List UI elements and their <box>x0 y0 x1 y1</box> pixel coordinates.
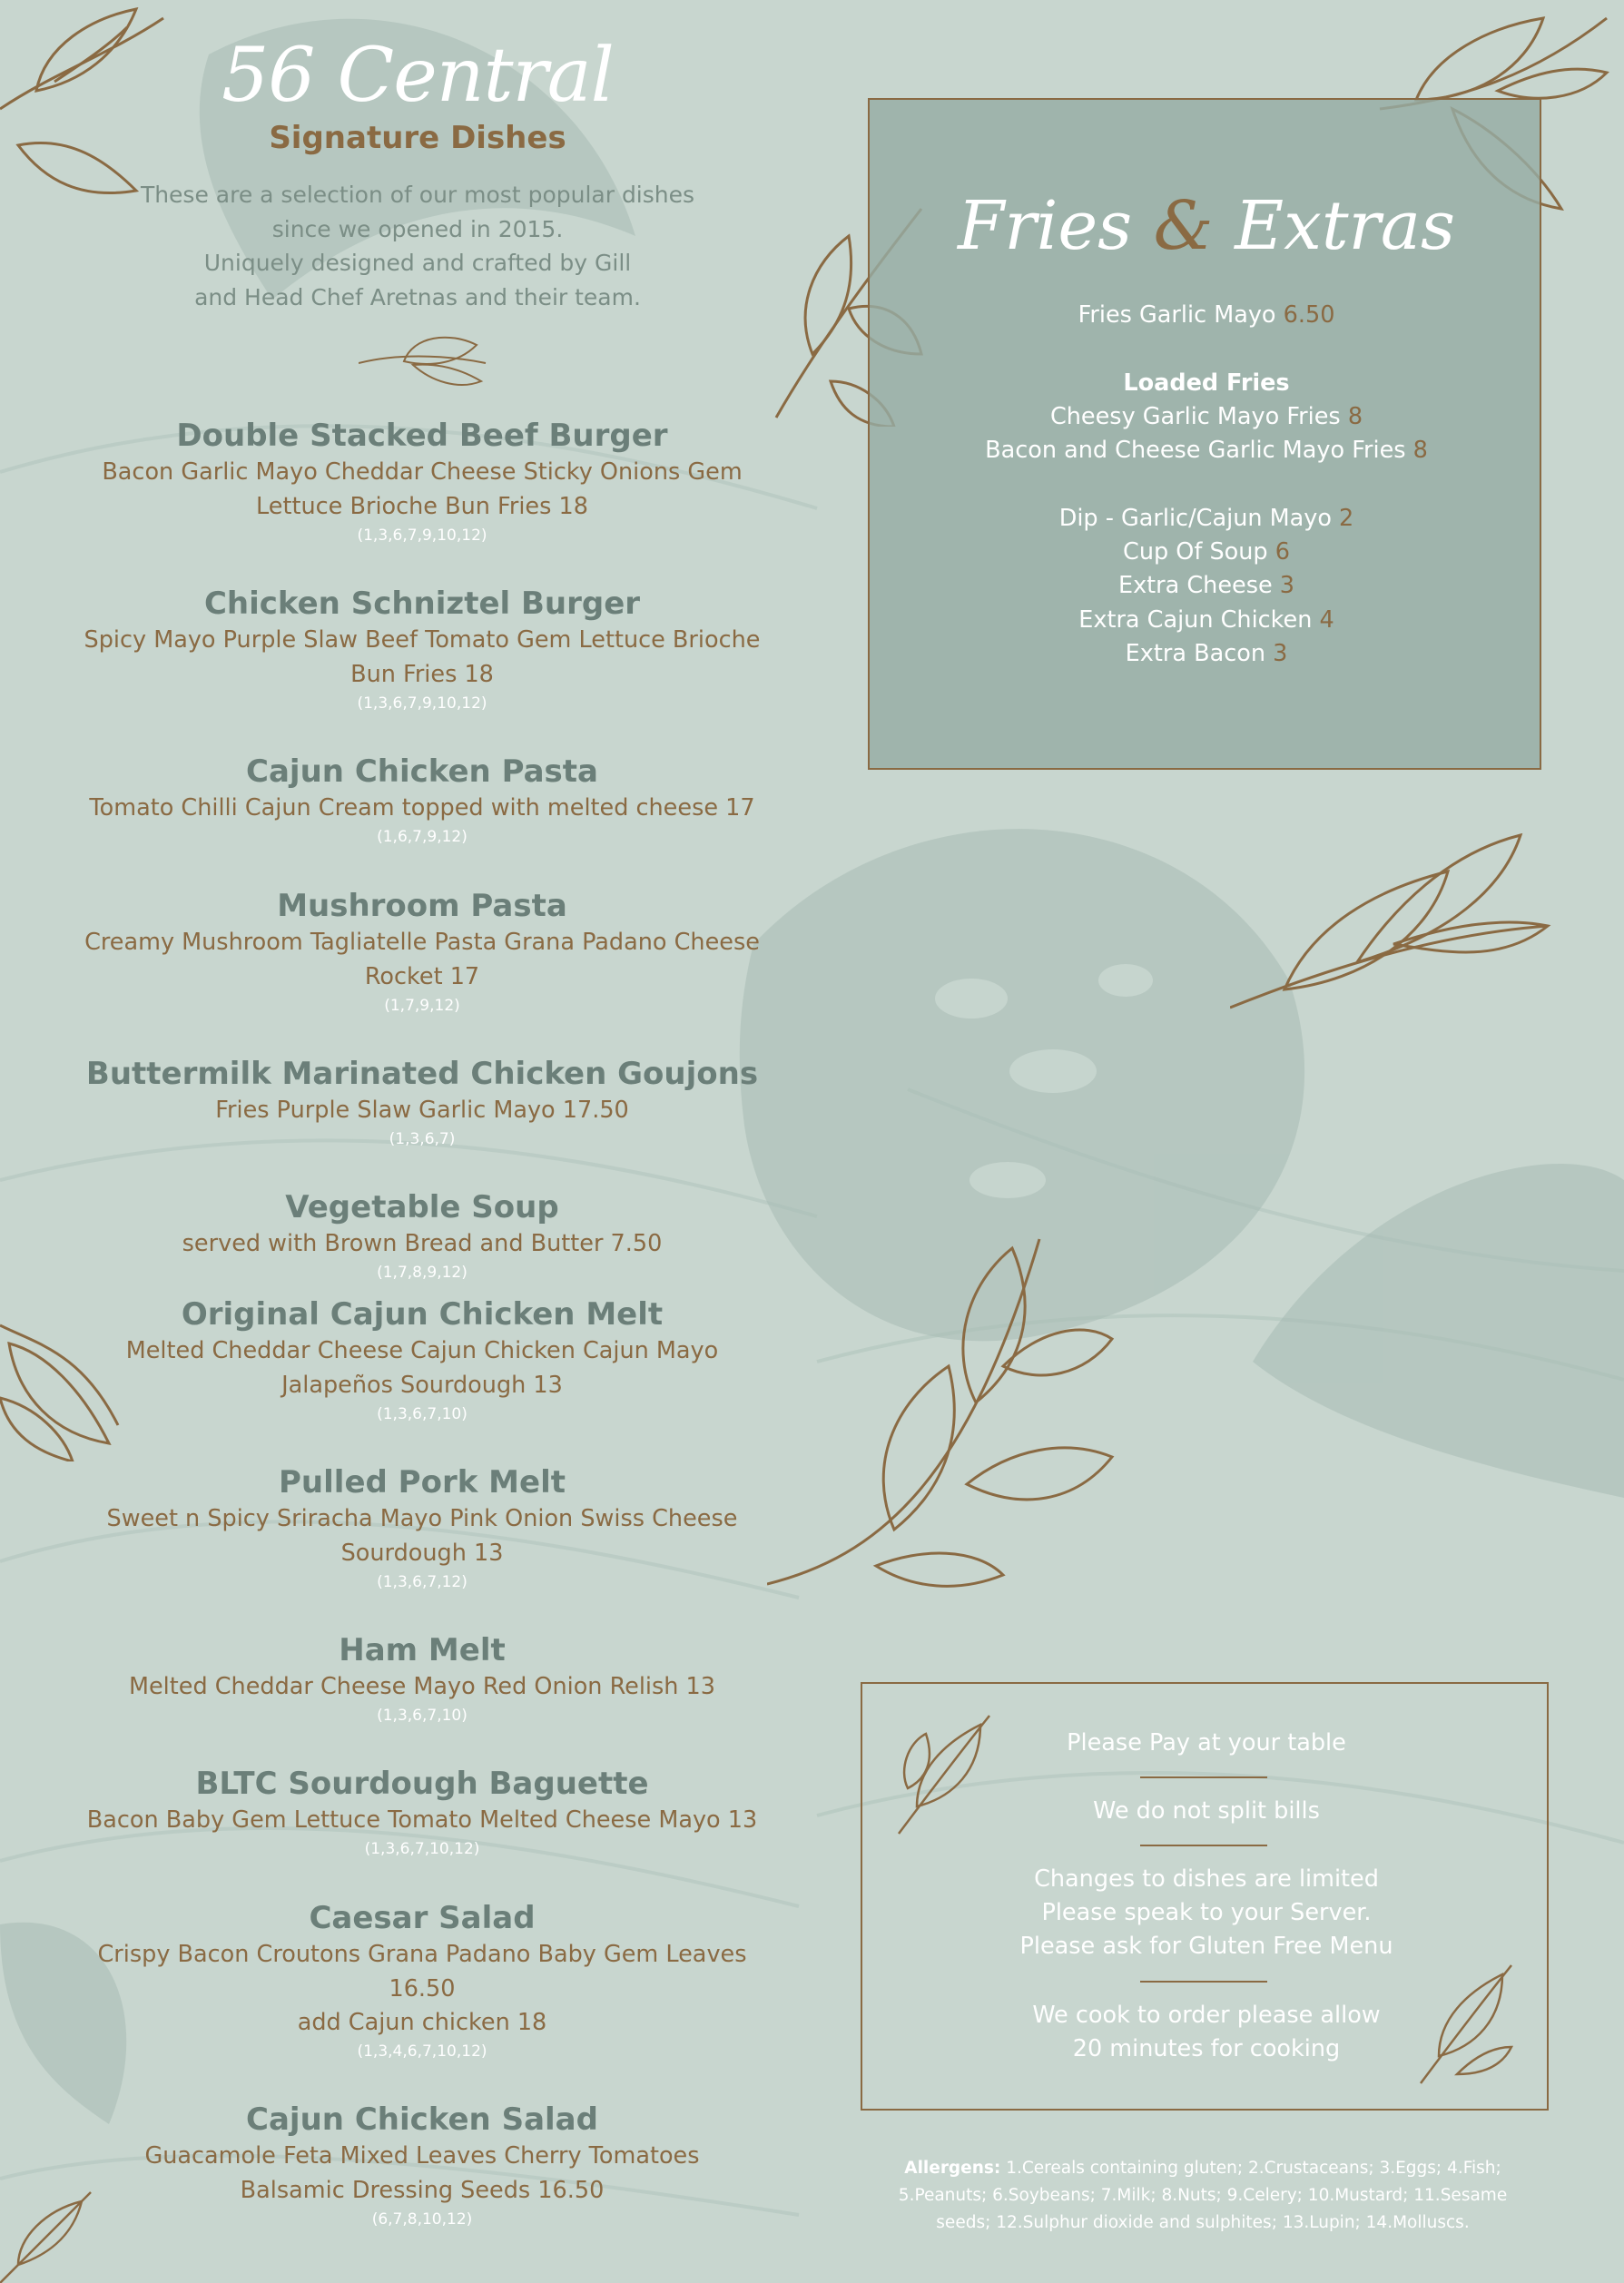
dish-description-line: Sourdough 13 <box>340 1539 504 1567</box>
dish-allergens: (6,7,8,10,12) <box>371 2210 473 2229</box>
extras-item-label: Extra Cajun Chicken <box>1078 606 1320 634</box>
divider <box>1140 1776 1267 1778</box>
changes-notice-line: Changes to dishes are limited <box>1034 1865 1379 1893</box>
extras-item <box>870 437 1541 464</box>
dish-description-line: Rocket 17 <box>364 962 480 990</box>
extras-item-price: 8 <box>1412 437 1428 464</box>
dish-description-line: Fries Purple Slaw Garlic Mayo 17.50 <box>215 1097 629 1124</box>
extras-item <box>870 538 1541 566</box>
dish-name: Mushroom Pasta <box>277 888 567 924</box>
intro-text <box>109 178 726 314</box>
intro-line: since we opened in 2015. <box>271 215 564 242</box>
dish-name: BLTC Sourdough Baguette <box>195 1766 649 1802</box>
intro-line: and Head Chef Aretnas and their team. <box>194 283 641 310</box>
extras-item-label: Dip - Garlic/Cajun Mayo <box>1058 505 1340 532</box>
dish-description-line: Jalapeños Sourdough 13 <box>281 1371 563 1399</box>
allergens-legend <box>862 2155 1543 2237</box>
dish-description <box>45 1334 799 1402</box>
dish-description <box>45 1938 799 2041</box>
extras-item <box>870 606 1541 634</box>
dish-name: Cajun Chicken Salad <box>246 2101 598 2138</box>
leaf-icon <box>359 327 490 399</box>
dish-allergens: (1,6,7,9,12) <box>377 828 468 846</box>
dish-description-line: served with Brown Bread and Butter 7.50 <box>182 1230 663 1257</box>
extras-item <box>870 572 1541 599</box>
extras-item-label: Extra Bacon <box>1125 640 1274 667</box>
allergens-line: seeds; 12.Sulphur dioxide and sulphites; 13.Lupin; 14.Molluscs. <box>936 2213 1470 2232</box>
leaf-icon <box>1230 817 1557 1026</box>
dish-description-line: Creamy Mushroom Tagliatelle Pasta Grana Padano Cheese <box>84 929 760 956</box>
dish-description <box>45 2140 799 2208</box>
dish-description <box>45 926 799 994</box>
dish-allergens: (1,3,4,6,7,10,12) <box>357 2042 487 2061</box>
extras-item-price: 6.50 <box>1283 301 1335 329</box>
cook-notice-line: 20 minutes for cooking <box>1072 2035 1341 2062</box>
dish-description-line: Melted Cheddar Cheese Mayo Red Onion Relish 13 <box>128 1673 716 1700</box>
dish-name: Original Cajun Chicken Melt <box>181 1296 664 1333</box>
extras-title-ampersand: & <box>1153 187 1214 265</box>
dish-description-line: Balsamic Dressing Seeds 16.50 <box>240 2176 605 2204</box>
divider <box>1140 1981 1267 1983</box>
restaurant-name: 56 Central <box>221 33 614 119</box>
intro-line: Uniquely designed and crafted by Gill <box>203 250 632 276</box>
dish-allergens: (1,3,6,7) <box>389 1130 456 1148</box>
dish-description-line: Lettuce Brioche Bun Fries 18 <box>256 492 588 520</box>
extras-title-left: Fries <box>957 187 1133 265</box>
allergens-line <box>862 2155 1543 2182</box>
dish-description <box>45 1804 799 1838</box>
extras-item-price: 4 <box>1319 606 1334 634</box>
pay-notice: Please Pay at your table <box>1067 1729 1346 1757</box>
extras-title-right: Extras <box>1235 187 1456 265</box>
dish-description-line: Melted Cheddar Cheese Cajun Chicken Cajun Mayo <box>125 1337 719 1364</box>
extras-item-label: Bacon and Cheese Garlic Mayo Fries <box>985 437 1413 464</box>
dish-description <box>45 456 799 524</box>
extras-item <box>870 640 1541 667</box>
dish-description-line: Guacamole Feta Mixed Leaves Cherry Tomatoes <box>144 2142 700 2170</box>
dish-description-line: Bun Fries 18 <box>350 660 494 688</box>
dish-allergens: (1,3,6,7,12) <box>377 1573 468 1591</box>
dish-allergens: (1,7,8,9,12) <box>377 1264 468 1282</box>
extras-heading <box>870 369 1541 397</box>
dish-allergens: (1,3,6,7,10) <box>377 1405 468 1423</box>
dish-description <box>45 792 799 826</box>
extras-item-price: 6 <box>1275 538 1290 566</box>
dish-description <box>45 624 799 692</box>
allergens-line: 5.Peanuts; 6.Soybeans; 7.Milk; 8.Nuts; 9.Celery; 10.Mustard; 11.Sesame <box>898 2186 1508 2205</box>
extras-item-label: Extra Cheese <box>1117 572 1280 599</box>
dish-allergens: (1,3,6,7,10,12) <box>364 1840 480 1858</box>
extras-item-label: Cheesy Garlic Mayo Fries <box>1049 403 1348 430</box>
dish-allergens: (1,3,6,7,9,10,12) <box>357 694 487 713</box>
section-subtitle: Signature Dishes <box>269 120 566 156</box>
leaf-icon <box>767 1230 1121 1593</box>
extras-item-price: 8 <box>1347 403 1363 430</box>
extras-item-label: Fries Garlic Mayo <box>1078 301 1284 329</box>
dish-allergens: (1,3,6,7,10) <box>377 1707 468 1725</box>
intro-line: These are a selection of our most popular dishes <box>140 182 695 208</box>
divider <box>1140 1845 1267 1846</box>
extras-title <box>870 187 1541 265</box>
dish-name: Pulled Pork Melt <box>279 1464 566 1501</box>
allergens-text: 1.Cereals containing gluten; 2.Crustaceans; 3.Eggs; 4.Fish; <box>1006 2159 1501 2178</box>
extras-item <box>870 301 1541 329</box>
dish-description-line: 16.50 <box>389 1974 456 2003</box>
info-panel <box>861 1682 1549 2111</box>
extras-item-label: Cup Of Soup <box>1123 538 1275 566</box>
dish-description-line: Bacon Baby Gem Lettuce Tomato Melted Cheese Mayo 13 <box>86 1806 758 1834</box>
dish-name: Vegetable Soup <box>285 1189 559 1225</box>
dish-description-line: Tomato Chilli Cajun Cream topped with melted cheese 17 <box>89 794 755 822</box>
dish-description-line: Crispy Bacon Croutons Grana Padano Baby Gem Leaves <box>97 1941 747 1968</box>
dish-allergens: (1,3,6,7,9,10,12) <box>357 526 487 545</box>
extras-item-price: 2 <box>1339 505 1354 532</box>
dish-description-line: add Cajun chicken 18 <box>297 2009 547 2036</box>
extras-item-price: 3 <box>1273 640 1288 667</box>
dish-description-line: Spicy Mayo Purple Slaw Beef Tomato Gem Lettuce Brioche <box>84 626 761 654</box>
dish-name: Ham Melt <box>339 1632 506 1668</box>
extras-item <box>870 403 1541 430</box>
dish-description-line: Sweet n Spicy Sriracha Mayo Pink Onion Swiss Cheese <box>106 1505 738 1532</box>
dish-description <box>45 1502 799 1570</box>
changes-notice-line: Please speak to your Server. <box>1041 1899 1372 1926</box>
dish-name: Buttermilk Marinated Chicken Goujons <box>85 1056 759 1092</box>
allergens-label: Allergens: <box>904 2159 1001 2178</box>
dish-name: Caesar Salad <box>309 1900 536 1936</box>
extras-panel <box>868 98 1541 770</box>
extras-item <box>870 505 1541 532</box>
dish-description <box>45 1670 799 1705</box>
dish-description-line: Bacon Garlic Mayo Cheddar Cheese Sticky Onions Gem <box>102 458 743 486</box>
dish-description <box>45 1094 799 1128</box>
dish-name: Cajun Chicken Pasta <box>246 753 598 790</box>
dish-allergens: (1,7,9,12) <box>384 997 460 1015</box>
extras-heading-label: Loaded Fries <box>1123 369 1290 397</box>
split-notice: We do not split bills <box>1093 1797 1320 1825</box>
dish-name: Double Stacked Beef Burger <box>176 418 668 454</box>
dish-description <box>45 1227 799 1262</box>
extras-item-price: 3 <box>1279 572 1295 599</box>
dish-name: Chicken Schniztel Burger <box>203 586 641 622</box>
cook-notice-line: We cook to order please allow <box>1032 2002 1381 2029</box>
changes-notice-line: Please ask for Gluten Free Menu <box>1019 1933 1393 1960</box>
